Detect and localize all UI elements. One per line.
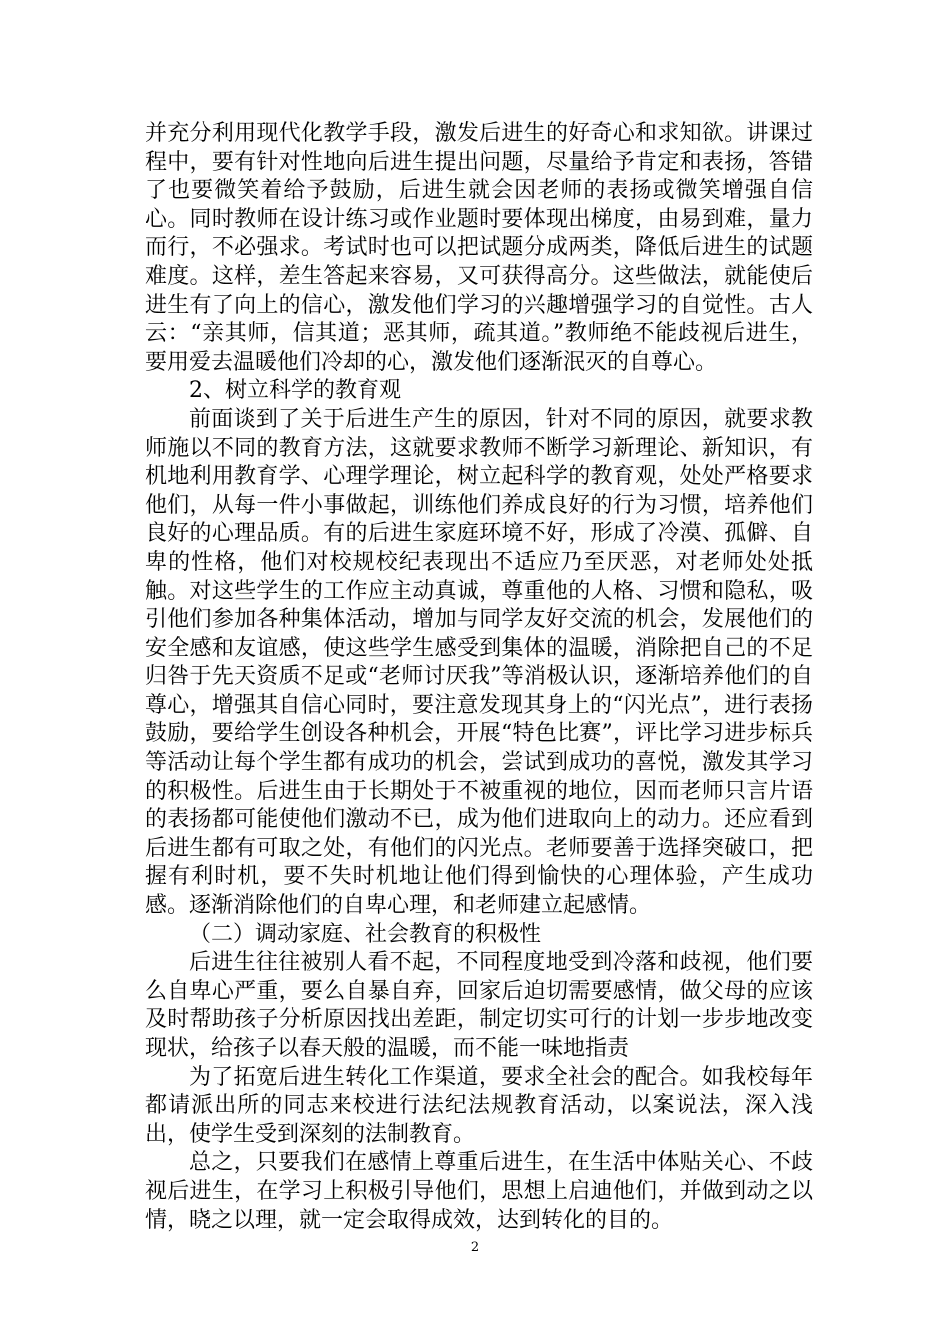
body-text [145,120,813,1235]
paragraph-conclusion: 总之，只要我们在感情上尊重后进生，在生活中体贴关心、不歧视后进生，在学习上积极引导他们，思想上启迪他们，并做到动之以情，晓之以理，就一定会取得成效，达到转化的目的。 [145,1150,813,1233]
paragraph-family: 后进生往往被别人看不起，不同程度地受到冷落和歧视，他们要么自卑心严重，要么自暴自弃，回家后迫切需要感情，做父母的应该及时帮助孩子分析原因找出差距，制定切实可行的计划一步步地改变现状，给孩子以春天般的温暖，而不能一味地指责 [145,950,813,1061]
paragraph-society: 为了拓宽后进生转化工作渠道，要求全社会的配合。如我校每年都请派出所的同志来校进行法纪法规教育活动，以案说法，深入浅出，使学生受到深刻的法制教育。 [145,1064,813,1147]
section-heading-2: 2、树立科学的教育观 [189,378,401,404]
page-number: 2 [470,1240,480,1255]
section-heading-family-society: （二）调动家庭、社会教育的积极性 [189,921,542,947]
paragraph-continuation: 并充分利用现代化教学手段，激发后进生的好奇心和求知欲。讲课过程中，要有针对性地向后进生提出问题，尽量给予肯定和表扬，答错了也要微笑着给予鼓励，后进生就会因老师的表扬或微笑增强自信心。同时教师在设计练习或作业题时要体现出梯度，由易到难，量力而行，不必强求。考试时也可以把试题分成两类，降低后进生的试题难度。这样，差生答起来容易，又可获得高分。这些做法，就能使后进生有了向上的信心，激发他们学习的兴趣增强学习的自觉性。古人云：“亲其师，信其道；恶其师，疏其道。”教师绝不能歧视后进生，要用爱去温暖他们冷却的心，激发他们逐渐泯灭的自尊心。 [145,121,813,375]
paragraph-education-view: 前面谈到了关于后进生产生的原因，针对不同的原因，就要求教师施以不同的教育方法，这就要求教师不断学习新理论、新知识，有机地利用教育学、心理学理论，树立起科学的教育观，处处严格要求他们，从每一件小事做起，训练他们养成良好的行为习惯，培养他们良好的心理品质。有的后进生家庭环境不好，形成了冷漠、孤僻、自卑的性格，他们对校规校纪表现出不适应乃至厌恶，对老师处处抵触。对这些学生的工作应主动真诚，尊重他的人格、习惯和隐私，吸引他们参加各种集体活动，增加与同学友好交流的机会，发展他们的安全感和友谊感，使这些学生感受到集体的温暖，消除把自己的不足归咎于先天资质不足或“老师讨厌我”等消极认识，逐渐培养他们的自尊心，增强其自信心同时，要注意发现其身上的“闪光点”，进行表扬鼓励，要给学生创设各种机会，开展“特色比赛”，评比学习进步标兵等活动让每个学生都有成功的机会，尝试到成功的喜悦，激发其学习的积极性。后进生由于长期处于不被重视的地位，因而老师只言片语的表扬都可能使他们激动不已，成为他们进取向上的动力。还应看到后进生都有可取之处，有他们的闪光点。老师要善于选择突破口，把握有利时机，要不失时机地让他们得到愉快的心理体验，产生成功感。逐渐消除他们的自卑心理，和老师建立起感情。 [145,406,813,919]
